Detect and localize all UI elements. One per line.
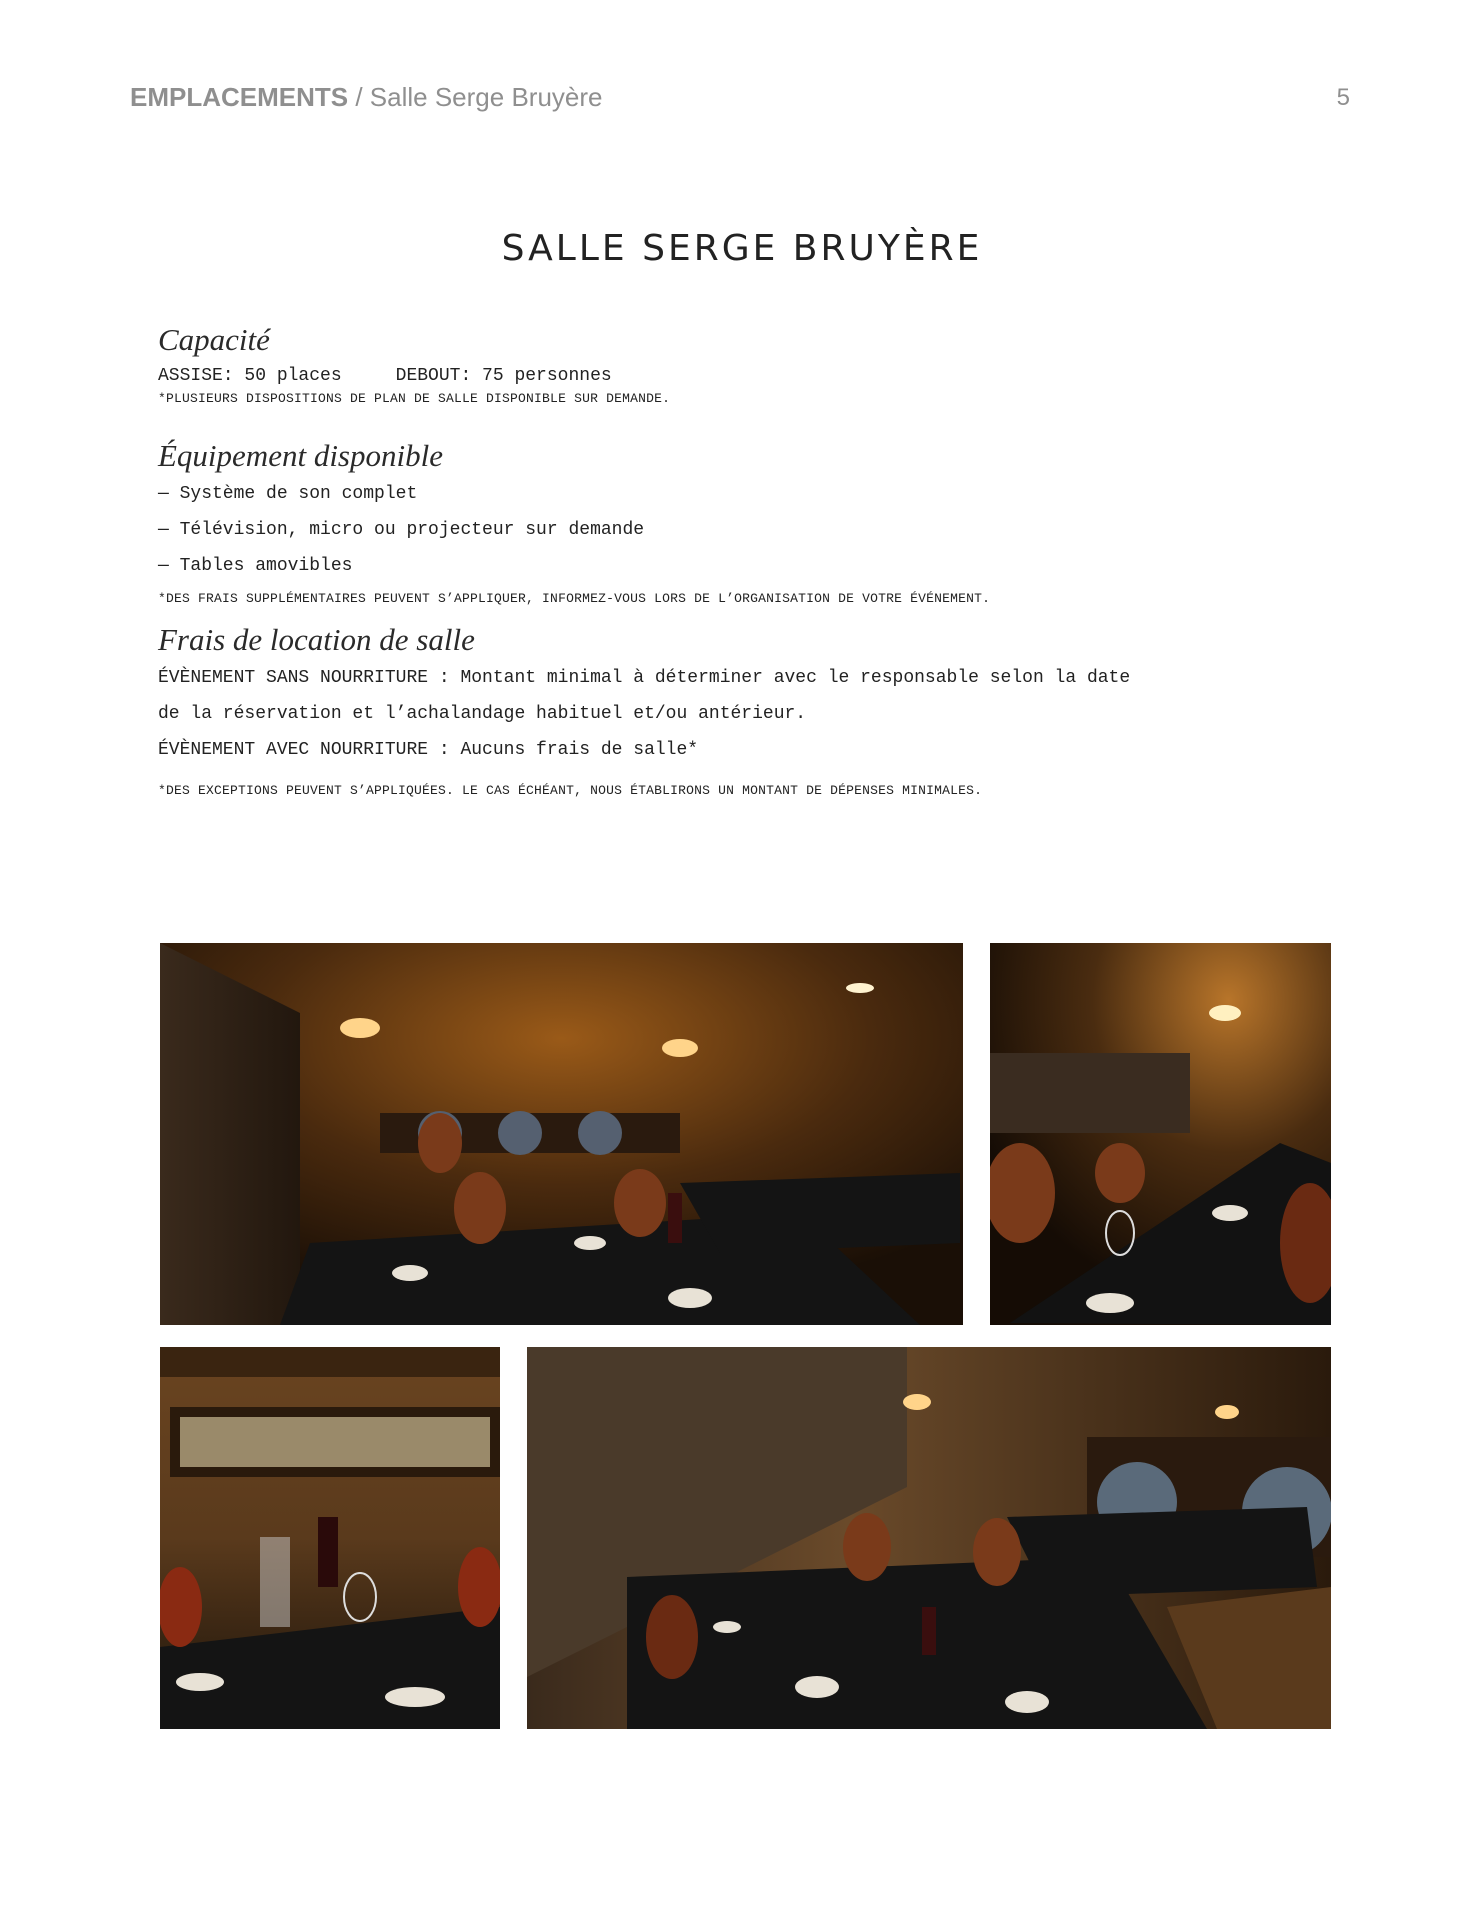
breadcrumb-separator: / — [348, 82, 370, 112]
equipment-item: — Système de son complet — [158, 484, 418, 504]
wine-glasses-photo — [160, 1347, 500, 1729]
fees-section — [158, 620, 1338, 802]
fees-heading: Frais de location de salle — [158, 622, 475, 657]
room-details — [158, 320, 1338, 802]
capacity-section — [158, 320, 1338, 410]
fees-line-with-food: ÉVÈNEMENT AVEC NOURRITURE : Aucuns frais de salle* — [158, 740, 699, 760]
fees-line-no-food: ÉVÈNEMENT SANS NOURRITURE : Montant minimal à déterminer avec le responsable selon la date — [158, 668, 1131, 688]
page-number: 5 — [1336, 84, 1350, 111]
equipment-section — [158, 436, 1338, 610]
equipment-heading: Équipement disponible — [158, 438, 443, 473]
equipment-note: *DES FRAIS SUPPLÉMENTAIRES PEUVENT S’APPLIQUER, INFORMEZ-VOUS LORS DE L’ORGANISATION DE VOTRE ÉVÉNEMENT. — [158, 591, 991, 606]
capacity-note: *PLUSIEURS DISPOSITIONS DE PLAN DE SALLE DISPONIBLE SUR DEMANDE. — [158, 391, 671, 406]
capacity-line: ASSISE: 50 places DEBOUT: 75 personnes — [158, 366, 612, 386]
table-setting-photo — [990, 943, 1331, 1325]
equipment-item: — Tables amovibles — [158, 556, 353, 576]
fees-line-no-food-cont: de la réservation et l’achalandage habituel et/ou antérieur. — [158, 704, 807, 724]
page-title: SALLE SERGE BRUYÈRE — [501, 228, 983, 269]
breadcrumb-section: EMPLACEMENTS — [130, 82, 349, 112]
stone-wall-room-photo — [527, 1347, 1331, 1729]
fees-note: *DES EXCEPTIONS PEUVENT S’APPLIQUÉES. LE CAS ÉCHÉANT, NOUS ÉTABLIRONS UN MONTANT DE DÉPENSES MINIMALES. — [158, 783, 983, 798]
capacity-heading: Capacité — [158, 322, 270, 357]
equipment-item: — Télévision, micro ou projecteur sur demande — [158, 520, 645, 540]
breadcrumb — [130, 82, 602, 113]
dining-room-photo-wide — [160, 943, 963, 1325]
breadcrumb-subsection: Salle Serge Bruyère — [369, 82, 603, 112]
